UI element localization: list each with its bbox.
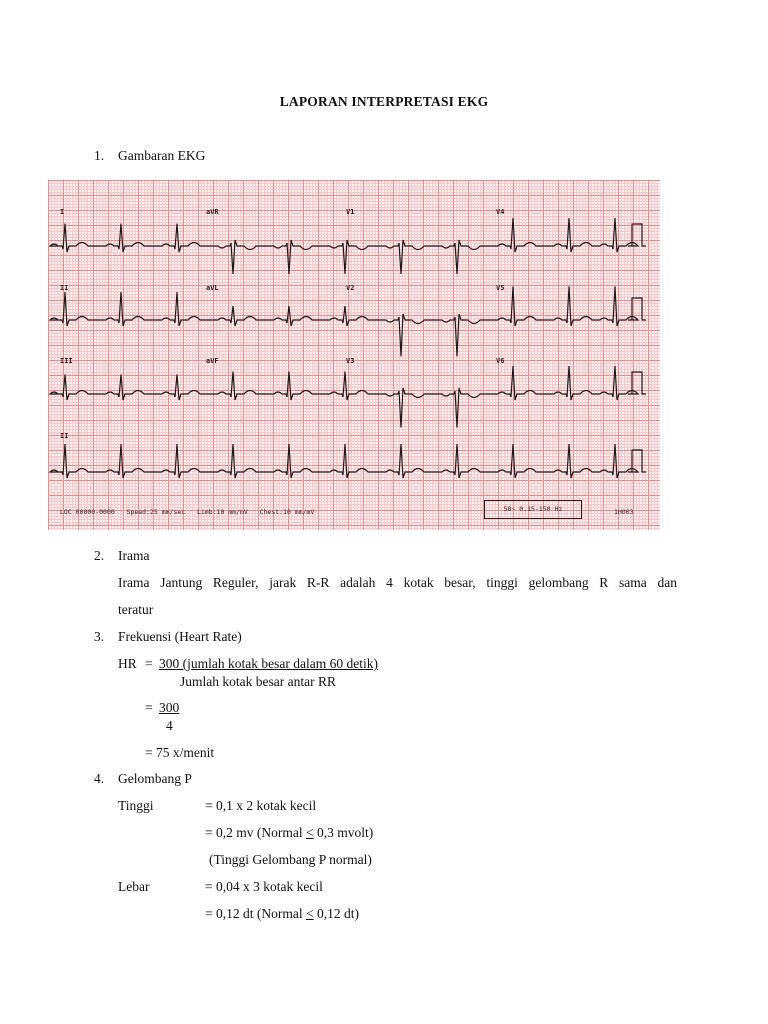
hr-formula-denominator: Jumlah kotak besar antar RR (180, 674, 336, 689)
hr-step2-numerator: 300 (159, 700, 180, 715)
hr-label: HR (118, 656, 137, 671)
p-lebar-calc: = 0,04 x 3 kotak kecil (205, 879, 323, 894)
p-lebar-value-pre: = 0,12 dt (Normal (205, 906, 306, 921)
ecg-strip-image (48, 180, 660, 530)
section-4-heading (94, 771, 192, 787)
hr-step2-equals: = (145, 700, 153, 715)
section-number: 2. (94, 548, 105, 563)
hr-equals: = (145, 656, 153, 671)
document-title: LAPORAN INTERPRETASI EKG (279, 94, 489, 109)
lead-label: V1 (346, 208, 355, 216)
hr-step2-denominator: 4 (166, 718, 173, 733)
lead-label: aVL (206, 284, 219, 292)
section-number: 1. (94, 148, 105, 163)
lead-label: III (60, 357, 73, 365)
ecg-trace (50, 286, 646, 356)
lead-label: V6 (496, 357, 505, 365)
p-tinggi-note: (Tinggi Gelombang P normal) (209, 852, 372, 867)
section-2-heading (94, 548, 149, 564)
irama-description: Irama Jantung Reguler, jarak R-R adalah 4 kotak besar, tinggi gelombang R sama dan (118, 575, 677, 590)
irama-description-cont: teratur (118, 602, 154, 617)
section-number: 4. (94, 771, 105, 786)
lead-label: II (60, 432, 69, 440)
p-tinggi-value (205, 825, 373, 841)
lead-label: V2 (346, 284, 355, 292)
lead-label: I (60, 208, 65, 216)
ecg-trace (50, 366, 646, 428)
lead-label: II (60, 284, 69, 292)
p-lebar-value-post: 0,12 dt) (313, 906, 359, 921)
hr-result: = 75 x/menit (145, 745, 215, 760)
p-lebar-label: Lebar (118, 879, 150, 894)
ecg-trace (50, 218, 646, 274)
lead-label: V3 (346, 357, 355, 365)
ecg-footer-code: 1H003 (614, 508, 634, 516)
ecg-trace (50, 444, 646, 478)
hr-formula-numerator: 300 (jumlah kotak besar dalam 60 detik) (159, 656, 378, 671)
section-title: Frekuensi (Heart Rate) (118, 629, 242, 644)
section-title: Gambaran EKG (118, 148, 206, 163)
lead-label: aVF (206, 357, 219, 365)
ecg-filter-box: 50~ 0.15-150 Hz (484, 500, 582, 519)
p-lebar-value (205, 906, 359, 922)
less-equal-symbol: < (305, 906, 314, 921)
p-tinggi-value-post: 0,3 mvolt) (313, 825, 374, 840)
section-1-heading (94, 148, 205, 164)
section-3-heading (94, 629, 242, 645)
p-tinggi-value-pre: = 0,2 mv (Normal (205, 825, 306, 840)
p-tinggi-calc: = 0,1 x 2 kotak kecil (205, 798, 317, 813)
ecg-footer-settings: LOC 00000-0000 Speed:25 mm/sec Limb:10 mm/mV Chest:10 mm/mV (60, 508, 315, 516)
less-equal-symbol: < (305, 825, 314, 840)
p-tinggi-label: Tinggi (118, 798, 154, 813)
lead-label: V5 (496, 284, 505, 292)
section-title: Gelombang P (118, 771, 192, 786)
lead-label: V4 (496, 208, 505, 216)
section-number: 3. (94, 629, 105, 644)
ecg-traces (48, 180, 660, 530)
lead-label: aVR (206, 208, 219, 216)
section-title: Irama (118, 548, 150, 563)
